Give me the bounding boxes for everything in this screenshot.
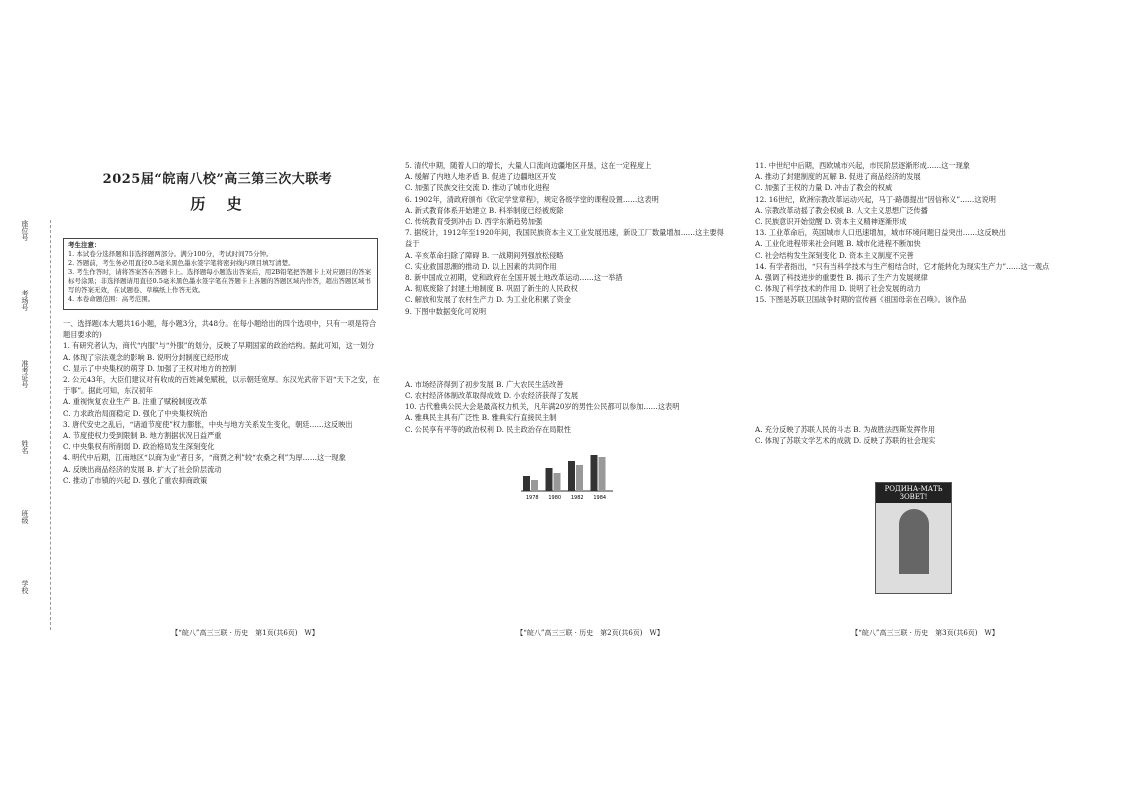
- notice-item: 4. 本卷命题范围：高考范围。: [68, 295, 155, 303]
- side-label: 学校: [21, 580, 29, 594]
- bar: [531, 480, 538, 491]
- tick-label: 1984: [593, 495, 607, 501]
- question-text: 3. 唐代安史之乱后，“诸道节度使”权力膨胀，中央与地方关系发生变化，朝廷……这反映出: [63, 419, 353, 429]
- bar: [554, 473, 561, 491]
- side-label: 准考证号: [21, 360, 29, 388]
- question-text: 15. 下图是苏联卫国战争时期的宣传画《祖国母亲在召唤》。该作品: [755, 295, 967, 305]
- answer-options: A. 体现了宗法观念的影响 B. 说明分封制度已经形成: [63, 352, 229, 362]
- question-text: 8. 新中国成立初期，党和政府在全国开展土地改革运动……这一举措: [405, 273, 623, 283]
- bar: [546, 468, 553, 491]
- answer-options: A. 节度使权力受到限制 B. 地方割据状况日益严重: [63, 431, 222, 441]
- poster-image: [875, 482, 952, 594]
- page-footer: 【“皖八”高三三联 · 历史 第1页(共6页) W】: [171, 629, 319, 637]
- answer-options: C. 民族意识开始觉醒 D. 资本主义精神逐渐形成: [755, 217, 907, 227]
- answer-options: A. 辛亥革命扫除了障碍 B. 一战期间列强放松侵略: [405, 250, 564, 260]
- notice-heading: 考生注意：: [68, 241, 101, 249]
- answer-options: A. 充分反映了苏联人民的斗志 B. 为战胜法西斯发挥作用: [755, 424, 936, 434]
- answer-options: C. 公民享有平等的政治权利 D. 民主政治存在局限性: [405, 424, 571, 434]
- answer-options: A. 缓解了内地人地矛盾 B. 促进了边疆地区开发: [405, 172, 557, 182]
- question-text: 5. 清代中期，随着人口的增长，大量人口流向边疆地区开垦，这在一定程度上: [405, 161, 652, 170]
- side-label: 座位号: [21, 220, 29, 241]
- notice-item: 2. 答题前，考生务必用直径0.5毫米黑色墨水签字笔将密封线内项目填写清楚。: [68, 259, 295, 267]
- answer-options: C. 加强了民族交往交流 D. 推动了城市化进程: [405, 183, 550, 193]
- question-text: 10. 古代雅典公民大会是最高权力机关，凡年满20岁的男性公民都可以参加……这表明: [405, 402, 680, 412]
- page-footer: 【“皖八”高三三联 · 历史 第3页(共6页) W】: [851, 629, 999, 637]
- question-text: 一、选择题(本大题共16小题，每小题3分，共48分。在每小题给出的四个选项中，只有一项是符合题目要求的): [63, 319, 377, 340]
- answer-options: C. 体现了科学技术的作用 D. 说明了社会发展的动力: [755, 284, 921, 294]
- answer-options: C. 体现了苏联文学艺术的成就 D. 反映了苏联的社会现实: [755, 435, 936, 445]
- answer-options: C. 力求政治局面稳定 D. 强化了中央集权统治: [63, 408, 208, 418]
- notice-item: 3. 考生作答时，请将答案答在答题卡上。选择题每小题选出答案后，用2B铅笔把答题卡上对应题目的答案标号涂黑；非选择题请用直径0.5毫米黑色墨水签字笔在答题卡上各题的答题区域内作答，超出答题区域书写的答案无效，在试题卷、草稿纸上作答无效。: [68, 268, 372, 294]
- side-label: 考场号: [21, 290, 29, 311]
- answer-options: C. 加强了王权的力量 D. 冲击了教会的权威: [755, 183, 893, 193]
- binding-margin: [14, 220, 51, 630]
- question-text: 9. 下图中数据变化可说明: [405, 306, 487, 316]
- answer-options: A. 市场经济得到了初步发展 B. 广大农民生活改善: [405, 379, 564, 389]
- figure-icon: [899, 509, 929, 574]
- bar: [599, 457, 606, 491]
- question-text: 12. 16世纪，欧洲宗教改革运动兴起，马丁·路德提出“因信称义”……这说明: [755, 194, 996, 204]
- question-text: 7. 据统计，1912年至1920年间，我国民族资本主义工业发展迅速，新设工厂数量增加……这主要得益于: [405, 228, 724, 249]
- bar: [568, 461, 575, 491]
- answer-options: C. 解放和发展了农村生产力 D. 为工业化积累了资金: [405, 295, 571, 305]
- question-text: 4. 明代中后期，江南地区“以商为业”者日多，“商贾之利”较“农桑之利”为厚……这一现象: [63, 453, 346, 463]
- column-2: [405, 160, 730, 435]
- answer-options: C. 推动了市镇的兴起 D. 强化了重农抑商政策: [63, 475, 208, 485]
- poster-caption: РОДИНА-МАТЬ ЗОВЕТ!: [876, 483, 951, 503]
- exam-subject: 历 史: [190, 195, 250, 213]
- bar-chart: [515, 447, 615, 502]
- answer-options: A. 反映出商品经济的发展 B. 扩大了社会阶层流动: [63, 464, 222, 474]
- answer-options: A. 雅典民主具有广泛性 B. 雅典实行直接民主制: [405, 413, 557, 423]
- answer-options: A. 推动了封建制度的瓦解 B. 促进了商品经济的发展: [755, 172, 921, 182]
- column-1: [63, 318, 381, 486]
- side-label: 姓名: [21, 440, 29, 454]
- answer-options: C. 社会结构发生深刻变化 D. 资本主义制度不完善: [755, 250, 914, 260]
- question-text: 11. 中世纪中后期，西欧城市兴起，市民阶层逐渐形成……这一现象: [755, 161, 970, 170]
- answer-options: A. 工业化进程带来社会问题 B. 城市化进程不断加快: [755, 239, 921, 249]
- tick-label: 1980: [548, 495, 562, 501]
- side-label: 班级: [21, 510, 29, 524]
- bar: [576, 465, 583, 491]
- question-text: 13. 工业革命后，英国城市人口迅速增加，城市环境问题日益突出……这反映出: [755, 228, 1006, 238]
- tick-label: 1982: [570, 495, 584, 501]
- answer-options: A. 宗教改革动摇了教会权威 B. 人文主义思想广泛传播: [755, 205, 928, 215]
- exam-title: 2025届“皖南八校”高三第三次大联考: [102, 172, 333, 187]
- answer-options: C. 中央集权有所削弱 D. 政治格局发生深刻变化: [63, 442, 215, 452]
- answer-options: C. 传统教育受到冲击 D. 西学东渐趋势加强: [405, 217, 543, 227]
- answer-options: A. 新式教育体系开始建立 B. 科举制度已经被废除: [405, 205, 564, 215]
- answer-options: A. 彻底废除了封建土地制度 B. 巩固了新生的人民政权: [405, 284, 578, 294]
- answer-options: A. 重视恢复农业生产 B. 注重了赋税制度改革: [63, 397, 208, 407]
- question-text: 14. 有学者指出，“只有当科学技术与生产相结合时，它才能转化为现实生产力”……这一观点: [755, 261, 1050, 271]
- answer-options: C. 农村经济体制改革取得成效 D. 小农经济获得了发展: [405, 391, 579, 401]
- notice-box: [63, 238, 378, 310]
- bar: [591, 455, 598, 491]
- page-footer: 【“皖八”高三三联 · 历史 第2页(共6页) W】: [516, 629, 664, 637]
- answer-options: C. 实业救国思潮的推动 D. 以上因素的共同作用: [405, 261, 557, 271]
- notice-item: 1. 本试卷分选择题和非选择题两部分。满分100分，考试时间75分钟。: [68, 250, 273, 258]
- question-text: 1. 有研究者认为，商代“内服”与“外服”的划分，反映了早期国家的政治结构。据此可知，这一划分: [63, 341, 375, 351]
- column-3: [755, 160, 1095, 446]
- answer-options: C. 显示了中央集权的萌芽 D. 加强了王权对地方的控制: [63, 363, 237, 373]
- question-text: 6. 1902年，清政府颁布《钦定学堂章程》，规定各级学堂的课程设置……这表明: [405, 194, 659, 204]
- bar: [523, 476, 530, 491]
- tick-label: 1978: [525, 495, 539, 501]
- question-text: 2. 公元43年，大臣们建议对有收成的百姓减免赋税，以示朝廷宽厚。东汉光武帝下诏“天下之安，在于事”。据此可知，东汉初年: [63, 375, 380, 396]
- answer-options: A. 强调了科技进步的重要性 B. 揭示了生产力发展规律: [755, 273, 928, 283]
